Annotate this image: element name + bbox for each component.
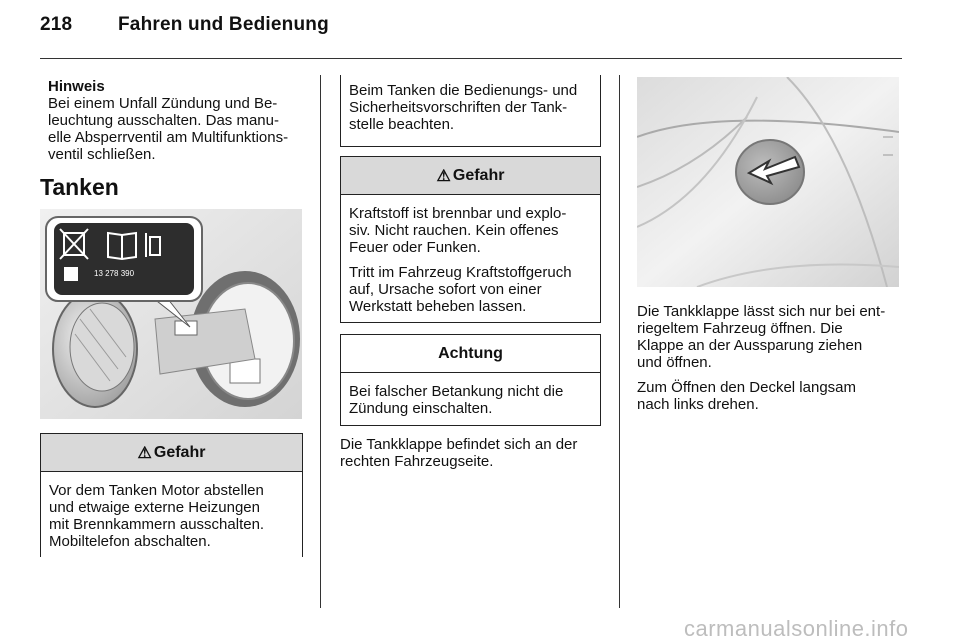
achtung-title: Achtung [438, 344, 503, 362]
hinweis-title: Hinweis [48, 78, 105, 95]
text-line: und öffnen. [637, 354, 712, 371]
filler-location-text [340, 436, 610, 470]
gefahr-body [341, 195, 600, 323]
achtung-line: Bei falscher Betankung nicht die [349, 383, 564, 400]
hinweis-note [48, 78, 313, 163]
note-box [340, 75, 601, 147]
note-line: stelle beachten. [349, 116, 455, 133]
header-rule [40, 58, 902, 59]
hinweis-line: leuchtung ausschalten. Das manu- [48, 112, 279, 129]
hinweis-line: Bei einem Unfall Zündung und Be- [48, 95, 278, 112]
label-code: 13 278 390 [94, 269, 135, 278]
gefahr-line: Tritt im Fahrzeug Kraftstoffgeruch [349, 264, 572, 281]
note-line: Sicherheitsvorschriften der Tank- [349, 99, 568, 116]
gefahr-line: Kraftstoff ist brennbar und explo- [349, 205, 567, 222]
chapter-title: Fahren und Bedienung [118, 14, 329, 35]
hinweis-line: ventil schließen. [48, 146, 156, 163]
gefahr-box-1 [40, 433, 303, 557]
gefahr-line: siv. Nicht rauchen. Kein offenes [349, 222, 559, 239]
page-header [40, 14, 329, 36]
text-line: Die Tankklappe befindet sich an der [340, 436, 578, 453]
column-divider-right [619, 75, 620, 608]
gefahr-body [41, 472, 302, 558]
note-body [341, 75, 600, 141]
text-line: rechten Fahrzeugseite. [340, 453, 494, 470]
column-divider-left [320, 75, 321, 608]
warning-icon: ⚠ [137, 444, 152, 462]
text-line: riegeltem Fahrzeug öffnen. Die [637, 320, 843, 337]
watermark: carmanualsonline.info [684, 616, 909, 641]
gefahr-title: Gefahr [153, 443, 206, 461]
gefahr-line: Mobiltelefon abschalten. [49, 533, 211, 550]
gefahr-title: Gefahr [452, 166, 505, 184]
gefahr-line: mit Brennkammern ausschalten. [49, 516, 265, 533]
fuel-filler-image [40, 209, 302, 419]
text-line: Die Tankklappe lässt sich nur bei ent- [637, 303, 886, 320]
achtung-heading [341, 334, 600, 373]
fuel-filler-illustration [40, 209, 302, 419]
gefahr-line: Werkstatt beheben lassen. [349, 298, 527, 315]
text-line: nach links drehen. [637, 396, 759, 413]
gefahr-heading [41, 433, 302, 472]
achtung-body [341, 373, 600, 425]
gefahr-box-2 [340, 156, 601, 323]
fuel-flap-image [637, 77, 899, 287]
hinweis-line: elle Absperrventil am Multifunktions- [48, 129, 289, 146]
text-line: Klappe an der Aussparung ziehen [637, 337, 863, 354]
achtung-line: Zündung einschalten. [349, 400, 493, 417]
warning-icon: ⚠ [436, 167, 451, 185]
page-number: 218 [40, 14, 73, 35]
gefahr-line: auf, Ursache sofort von einer [349, 281, 542, 298]
gefahr-line: und etwaige externe Heizungen [49, 499, 260, 516]
achtung-box [340, 334, 601, 426]
section-title: Tanken [40, 174, 119, 200]
gefahr-heading [341, 156, 600, 195]
flap-instructions [637, 303, 907, 413]
gefahr-line: Vor dem Tanken Motor abstellen [49, 482, 264, 499]
text-line: Zum Öffnen den Deckel langsam [637, 379, 857, 396]
note-line: Beim Tanken die Bedienungs- und [349, 82, 578, 99]
gefahr-line: Feuer oder Funken. [349, 239, 481, 256]
fuel-flap-illustration [637, 77, 899, 287]
